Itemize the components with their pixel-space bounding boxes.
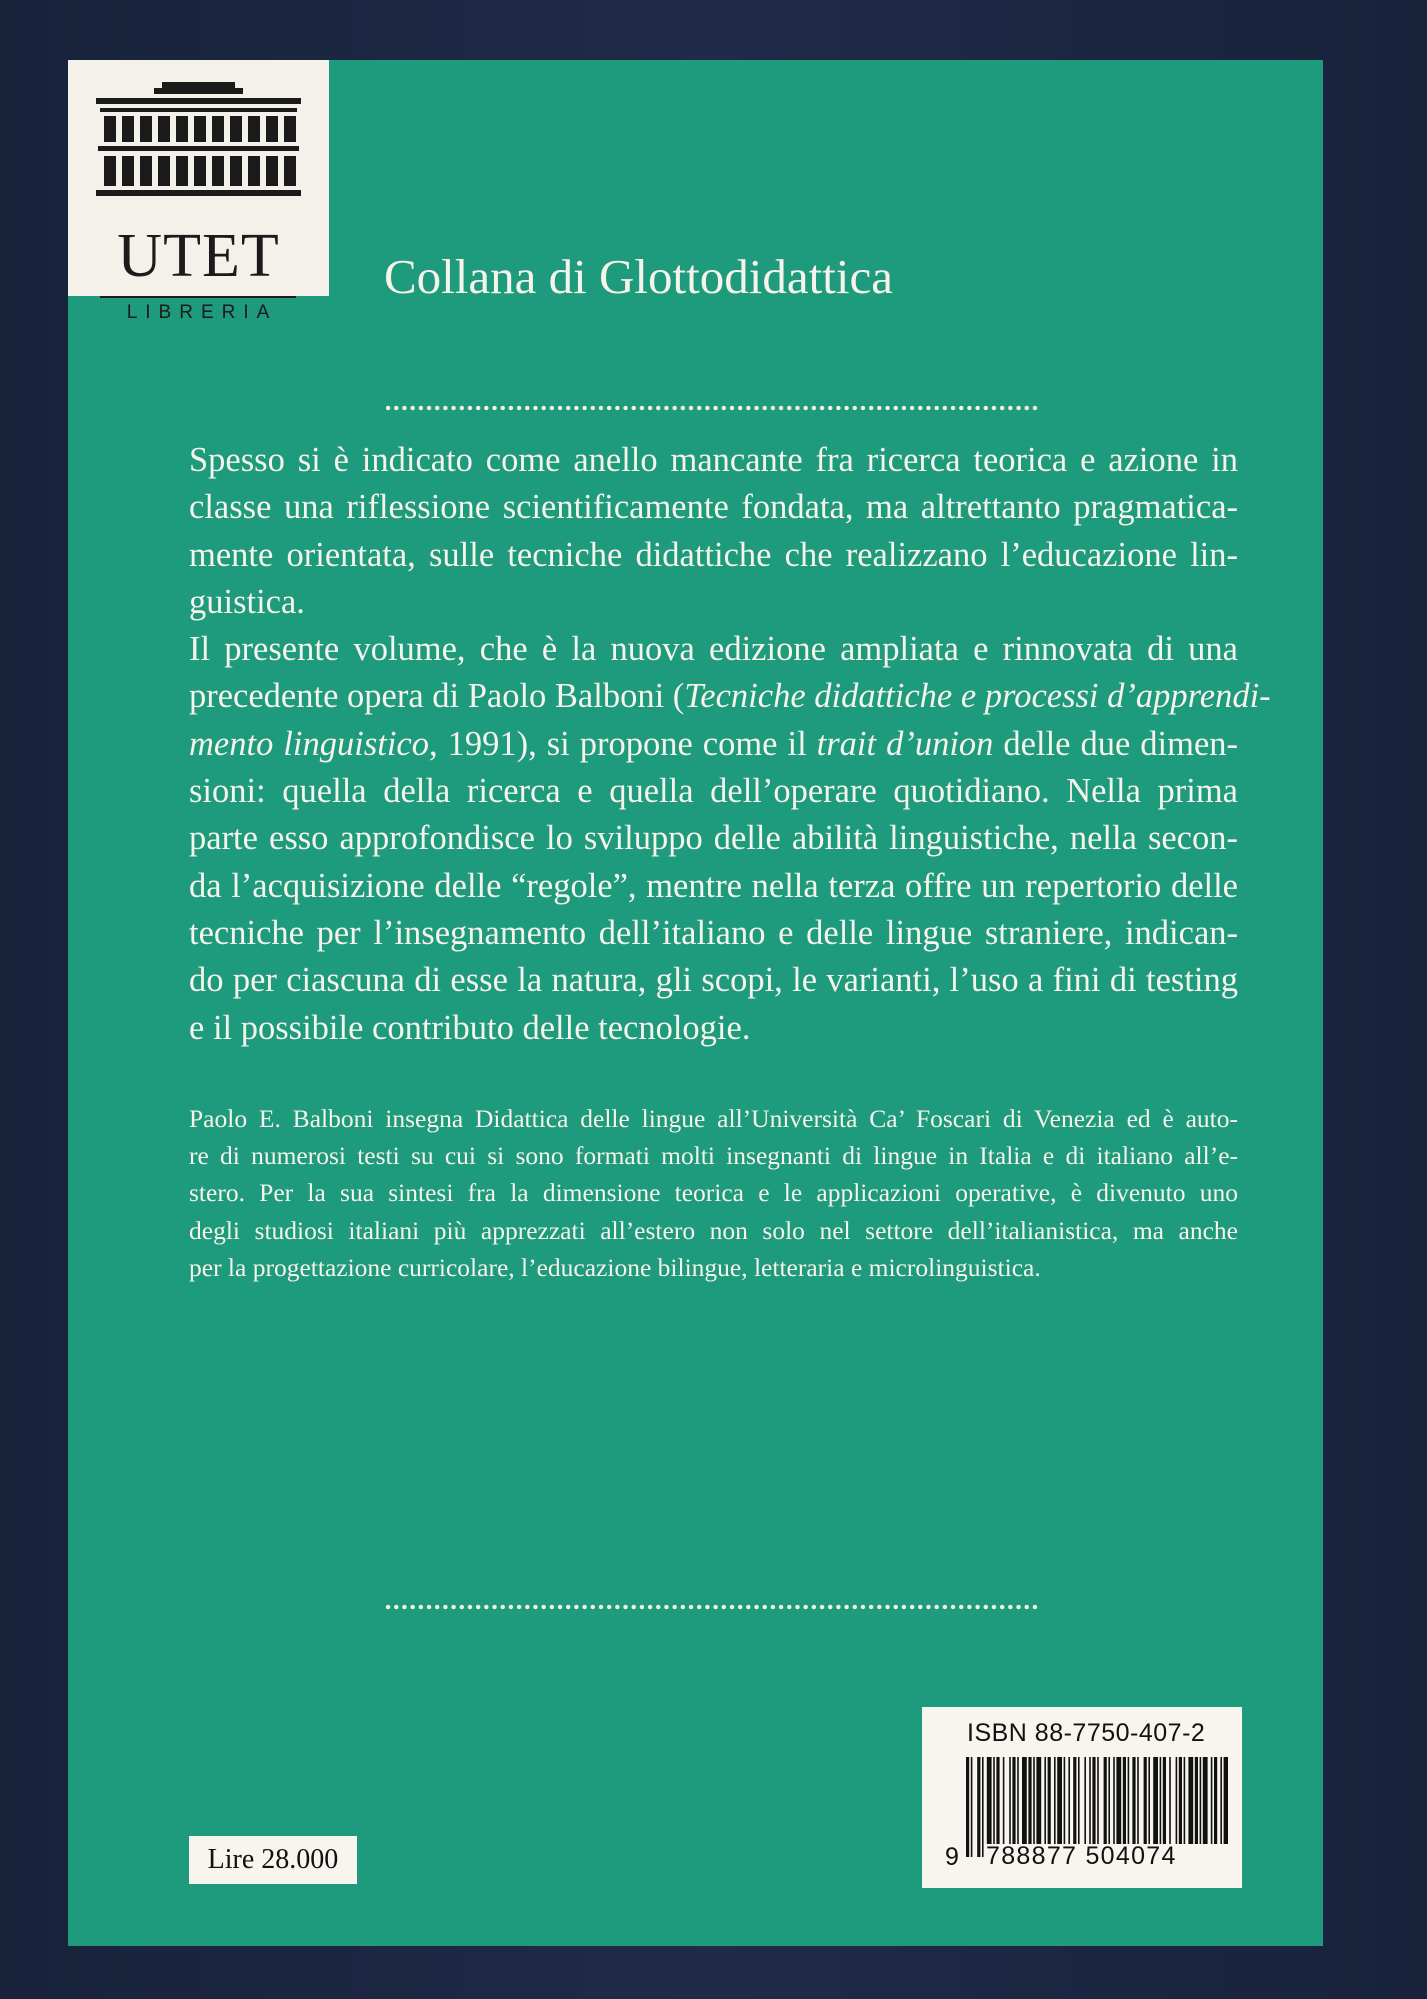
blurb-line: do per ciascuna di esse la natura, gli scopi, le varianti, l’uso a fini di testing [189,961,1238,1000]
blurb-line: Il presente volume, che è la nuova edizione ampliata e rinnovata di una [189,630,1238,669]
bio-line: per la progettazione curricolare, l’educazione bilingue, letteraria e microlinguistica. [189,1252,1041,1282]
blurb-line: e il possibile contributo delle tecnologie. [189,1008,751,1047]
logo-imprint-text: LIBRERIA [126,302,278,323]
logo-imprint [100,296,296,324]
isbn-barcode-box [922,1707,1242,1888]
bio-line: Paolo E. Balboni insegna Didattica delle lingue all’Università Ca’ Foscari di Venezia ed è auto- [189,1104,1238,1133]
barcode-bar [1195,1757,1198,1857]
blurb-italic-title: Tecniche didattiche e processi d’apprendi- [684,677,1271,716]
bio-line: degli studiosi italiani più apprezzati all’estero non solo nel settore dell’italianistica, ma anche [189,1215,1238,1245]
blurb-line: parte esso approfondisce lo sviluppo delle abilità linguistiche, nella secon- [189,819,1238,858]
barcode-bar [1184,1757,1186,1857]
blurb-line: tecniche per l’insegnamento dell’italiano e delle lingue straniere, indican- [189,913,1238,952]
logo-wordmark: UTET [117,222,280,290]
barcode-first-digit: 9 [945,1843,959,1871]
blurb-italic-phrase: trait d’union [816,724,994,763]
barcode-bar [1220,1757,1222,1857]
blurb-line: sioni: quella della ricerca e quella dell’operare quotidiano. Nella prima [189,772,1238,811]
isbn-label: ISBN 88-7750-407-2 [967,1719,1206,1747]
blurb-line [189,721,1238,768]
blurb-text [189,437,1271,1052]
blurb-line: Spesso si è indicato come anello mancante fra ricerca teorica e azione in [189,441,1238,479]
blurb-line [189,673,1271,720]
blurb-line: classe una riflessione scientificamente fondata, ma altrettanto pragmatica- [189,488,1238,527]
barcode-bar [1200,1757,1202,1857]
publisher-logo [68,60,329,323]
barcode-bar [1179,1757,1182,1857]
barcode-bar [977,1757,980,1857]
barcode-bar [1214,1757,1217,1857]
barcode-bar [1224,1757,1228,1857]
barcode-bar [1203,1757,1208,1857]
blurb-line: da l’acquisizione delle “regole”, mentre nella terza offre un repertorio delle [189,866,1238,905]
barcode-bar [971,1757,973,1857]
blurb-italic-title: mento linguistico [189,724,429,763]
barcode-bar [1188,1757,1193,1857]
price-label: Lire 28.000 [189,1836,357,1884]
blurb-line: guistica. [189,582,305,621]
bio-line: re di numerosi testi su cui si sono formati molti insegnanti di lingue in Italia e di italiano all’e- [189,1141,1238,1171]
dotted-divider-bottom [384,1604,1040,1610]
blurb-fragment: , 1991), si propone come il [428,724,817,763]
barcode-bar [1211,1757,1213,1857]
building-icon [96,82,301,217]
bio-line: stero. Per la sua sintesi fra la dimensione teorica e le applicazioni operative, è divenuto uno [189,1178,1238,1208]
barcode-bar [966,1757,969,1857]
barcode-digits: 788877 504074 [986,1844,1230,1869]
blurb-fragment: delle due dimen- [993,724,1238,763]
series-title: Collana di Glottodidattica [384,249,893,304]
blurb-fragment: precedente opera di Paolo Balboni ( [189,677,685,716]
author-bio [189,1100,1238,1286]
blurb-line: mente orientata, sulle tecniche didattiche che realizzano l’educazione lin- [189,535,1238,574]
dotted-divider-top [384,405,1040,411]
barcode-bar [982,1757,984,1857]
